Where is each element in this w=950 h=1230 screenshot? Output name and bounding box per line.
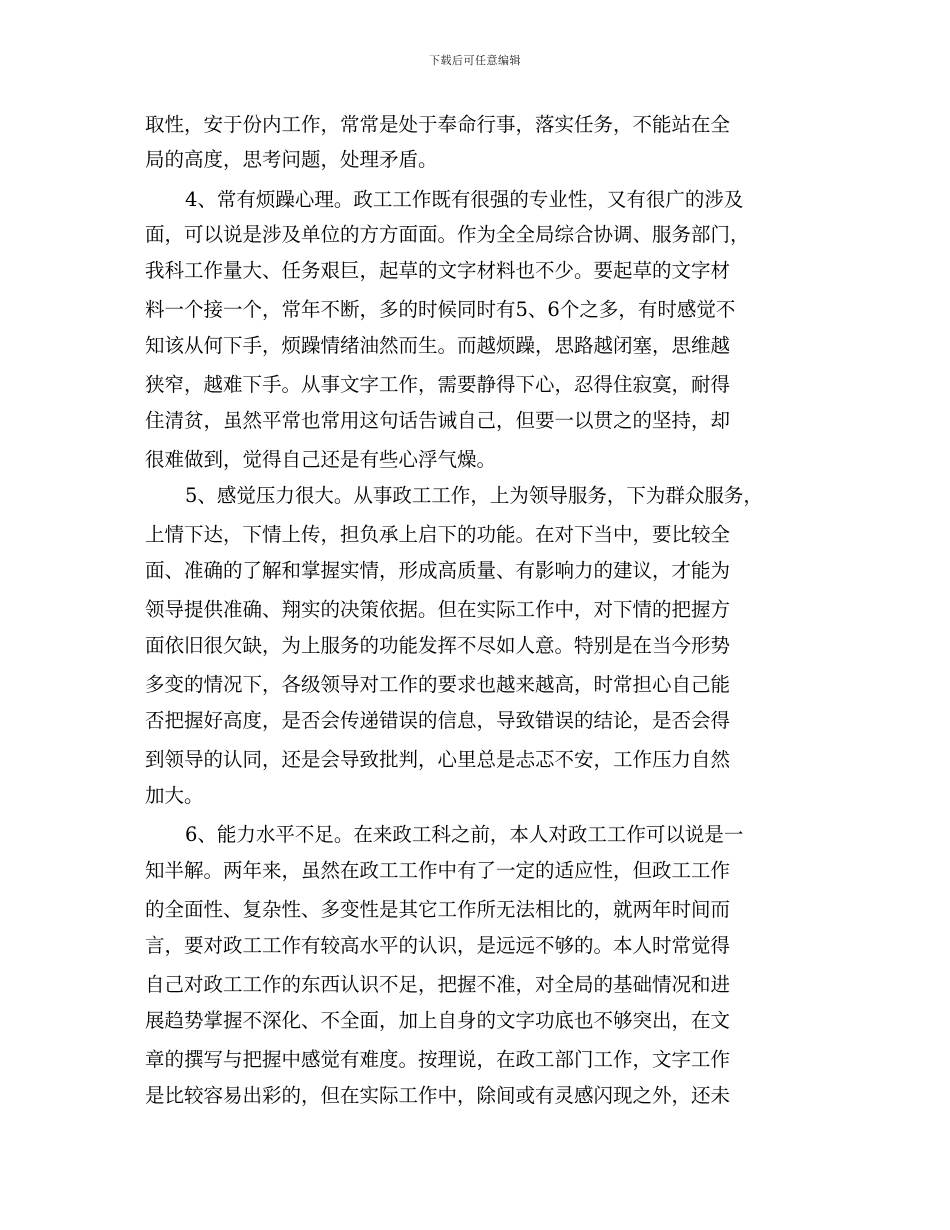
text-line: 面、准确的了解和掌握实情，形成高质量、有影响力的建议，才能为 [145, 559, 731, 582]
text-line: 知半解。两年来，虽然在政工工作中有了一定的适应性，但政工工作 [145, 859, 731, 882]
text-line: 的全面性、复杂性、多变性是其它工作所无法相比的，就两年时间而 [145, 898, 731, 921]
text-line: 面，可以说是涉及单位的方方面面。作为全全局综合协调、服务部门， [145, 223, 750, 246]
page-header: 下载后可任意编辑 [429, 54, 521, 67]
text-line: 多变的情况下，各级领导对工作的要求也越来越高，时常担心自己能 [145, 673, 731, 696]
text-line: 取性，安于份内工作，常常是处于奉命行事，落实任务，不能站在全 [145, 113, 731, 136]
text-line: 知该从何下手，烦躁情绪油然而生。而越烦躁，思路越闭塞，思维越 [145, 334, 731, 357]
text-line: 狭窄，越难下手。从事文字工作，需要静得下心，忍得住寂寞，耐得 [145, 373, 731, 396]
text-line: 是比较容易出彩的，但在实际工作中，除间或有灵感闪现之外，还未 [145, 1084, 731, 1107]
paragraph-start-line: 6、能力水平不足。在来政工科之前，本人对政工工作可以说是一 [185, 823, 744, 846]
paragraph-start-line: 4、常有烦躁心理。政工工作既有很强的专业性，又有很广的涉及 [185, 188, 744, 211]
text-line: 面依旧很欠缺，为上服务的功能发挥不尽如人意。特别是在当今形势 [145, 634, 731, 657]
text-line: 展趋势掌握不深化、不全面，加上自身的文字功底也不够突出，在文 [145, 1009, 731, 1032]
text-line: 上情下达，下情上传，担负承上启下的功能。在对下当中，要比较全 [145, 523, 731, 546]
paragraph-start-line: 5、感觉压力很大。从事政工工作，上为领导服务，下为群众服务， [185, 484, 763, 507]
text-line: 很难做到，觉得自己还是有些心浮气燥。 [145, 448, 497, 471]
text-line: 章的撰写与把握中感觉有难度。按理说，在政工部门工作，文字工作 [145, 1048, 731, 1071]
text-line: 局的高度，思考问题，处理矛盾。 [145, 148, 438, 171]
text-line: 领导提供准确、翔实的决策依据。但在实际工作中，对下情的把握方 [145, 598, 731, 621]
text-line: 加大。 [145, 784, 204, 807]
text-line: 料一个接一个，常年不断，多的时候同时有5、6个之多，有时感觉不 [145, 298, 736, 321]
text-line: 否把握好高度，是否会传递错误的信息，导致错误的结论，是否会得 [145, 709, 731, 732]
text-line: 到领导的认同，还是会导致批判，心里总是忐忑不安，工作压力自然 [145, 748, 731, 771]
text-line: 自己对政工工作的东西认识不足，把握不准，对全局的基础情况和进 [145, 973, 731, 996]
text-line: 言，要对政工工作有较高水平的认识，是远远不够的。本人时常觉得 [145, 934, 731, 957]
text-line: 住清贫，虽然平常也常用这句话告诫自己，但要一以贯之的坚持，却 [145, 409, 731, 432]
text-line: 我科工作量大、任务艰巨，起草的文字材料也不少。要起草的文字材 [145, 259, 731, 282]
